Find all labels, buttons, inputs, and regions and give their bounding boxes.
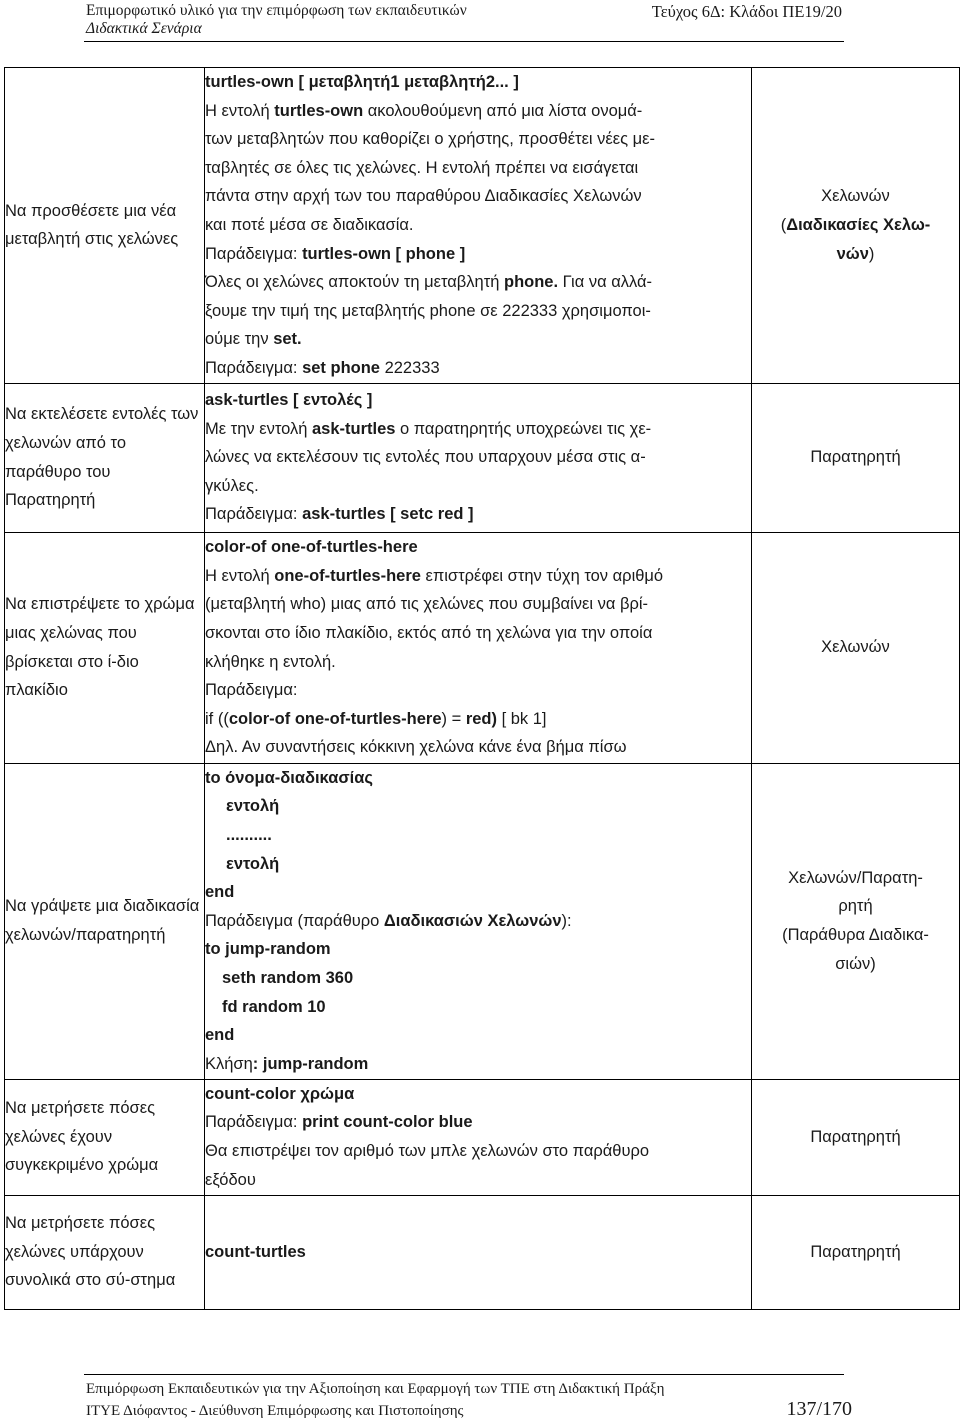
text-segment: επιστρέφει στην τύχη τον αριθμό [420,566,664,585]
text-segment: (μεταβλητή who) μιας από τις χελώνες που συμβαίνει να βρί- [205,595,649,614]
bold-segment: to jump-random [205,940,331,959]
text-segment: Με την εντολή [205,419,312,438]
text-line [205,821,751,850]
text-segment: εξόδου [205,1170,256,1189]
bold-segment: fd random 10 [222,997,326,1016]
text-segment: [ bk 1] [496,709,547,728]
bold-segment: : jump-random [252,1054,369,1073]
text-segment: 222333 [380,358,440,377]
bold-segment: count-color χρώμα [205,1084,355,1103]
window-cell [752,1079,960,1195]
text-segment: Για να αλλά- [558,273,653,292]
task-cell: Να μετρήσετε πόσες χελώνες υπάρχουν συνολικά στο σύ-στημα [5,1195,205,1309]
text-line [752,950,959,979]
table-row [5,383,960,532]
footer-institute: ΙΤΥΕ Διόφαντος - Διεύθυνση Επιμόρφωσης και Πιστοποίησης [86,1403,464,1419]
header-publication: Επιμορφωτικό υλικό για την επιμόρφωση των εκπαιδευτικών [86,2,467,19]
text-segment: Παράδειγμα: [205,1113,303,1132]
text-line [205,850,751,879]
command-cell [205,68,752,384]
text-line [205,297,751,326]
bold-segment: ask-turtles [311,419,396,438]
commands-table [4,67,960,1310]
window-cell [752,68,960,384]
bold-segment: εντολή [226,854,280,873]
text-segment: Η εντολή [205,101,275,120]
command-cell [205,383,752,532]
text-segment: και ποτέ μέσα σε διαδικασία. [205,215,414,234]
text-segment: ταβλητές σε όλες τις χελώνες. Η εντολή πρέπει να εισάγεται [205,158,639,177]
bold-segment: .......... [226,825,272,844]
text-line [205,1021,751,1050]
text-line [205,1137,751,1166]
text-line [205,125,751,154]
text-segment: των μεταβλητών που καθορίζει ο χρήστης, προσθέτει νέες με- [205,130,656,149]
text-line [205,1050,751,1079]
text-line [205,533,751,562]
text-segment: if (( [205,709,229,728]
text-segment: ρητή [838,897,873,916]
text-segment: ) = [441,709,466,728]
text-line [205,386,751,415]
text-line [205,1080,751,1109]
text-line [205,1108,751,1137]
bold-segment: end [205,1026,235,1045]
text-line [205,619,751,648]
text-segment: (Παράθυρα Διαδικα- [782,926,929,945]
text-line [205,1238,751,1267]
task-cell: Να προσθέσετε μια νέα μεταβλητή στις χελώνες [5,68,205,384]
text-segment: Παράδειγμα: [205,244,303,263]
bold-segment: to όνομα-διαδικασίας [205,768,373,787]
text-segment: Παράδειγμα: [205,505,303,524]
text-line [205,325,751,354]
text-line [205,182,751,211]
text-segment: Παράδειγμα (παράθυρο [205,911,384,930]
text-segment: πάντα στην αρχή των του παραθύρου Διαδικασίες Χελωνών [205,187,642,206]
bold-segment: Διαδικασιών Χελωνών [383,911,562,930]
footer-rule [84,1374,844,1375]
footer-program: Επιμόρφωση Εκπαιδευτικών για την Αξιοποίηση και Εφαρμογή των ΤΠΕ στη Διδακτική Πράξη [86,1381,665,1397]
text-segment: Παράδειγμα: [205,681,298,700]
task-cell: Να επιστρέψετε το χρώμα μιας χελώνας που βρίσκεται στο ί-διο πλακίδιο [5,532,205,763]
text-segment: ) [868,244,875,263]
bold-segment: set. [273,330,302,349]
text-segment: Παρατηρητή [810,1127,901,1146]
text-line [205,354,751,383]
window-cell [752,763,960,1079]
command-cell [205,532,752,763]
text-segment: Παρατηρητή [810,448,901,467]
text-segment: Δηλ. Αν συναντήσεις κόκκινη χελώνα κάνε ένα βήμα πίσω [205,738,627,757]
task-cell: Να μετρήσετε πόσες χελώνες έχουν συγκεκριμένο χρώμα [5,1079,205,1195]
text-line [205,964,751,993]
text-line [752,633,959,662]
bold-segment: phone. [503,273,559,292]
bold-segment: ask-turtles [ setc red ] [302,505,474,524]
table-row [5,763,960,1079]
text-segment: ξουμε την τιμή της μεταβλητής phone σε 222333 χρησιμοποι- [205,301,651,320]
header-issue: Τεύχος 6Δ: Κλάδοι ΠΕ19/20 [651,2,842,21]
header-section: Διδακτικά Σενάρια [86,20,202,37]
text-line [752,1238,959,1267]
text-line [205,733,751,762]
text-segment: σκονται στο ίδιο πλακίδιο, εκτός από τη χελώνα για την οποία [205,623,653,642]
bold-segment: set phone [302,358,380,377]
window-cell [752,383,960,532]
text-segment: σιών) [835,954,876,973]
text-line [205,590,751,619]
text-segment: ακολουθούμενη από μια λίστα ονομά- [363,101,643,120]
text-line [205,240,751,269]
window-cell [752,1195,960,1309]
text-segment: ο παρατηρητής υποχρεώνει τις χε- [395,419,652,438]
text-line [205,705,751,734]
bold-segment: print count-color blue [302,1113,473,1132]
task-cell: Να εκτελέσετε εντολές των χελωνών από το παράθυρο του Παρατηρητή [5,383,205,532]
text-line [752,182,959,211]
text-line [205,443,751,472]
text-line [752,892,959,921]
text-line [205,878,751,907]
command-cell [205,763,752,1079]
text-line [205,676,751,705]
bold-segment: εντολή [226,797,280,816]
text-line [205,1166,751,1195]
bold-segment: turtles-own [ phone ] [302,244,466,263]
text-segment: Χελωνών [821,638,890,657]
text-segment: Χελωνών/Παρατη- [788,868,923,887]
text-segment: γκύλες. [205,476,259,495]
text-line [205,648,751,677]
table-row [5,532,960,763]
command-cell [205,1079,752,1195]
text-segment: Η εντολή [205,566,275,585]
bold-segment: seth random 360 [222,968,354,987]
task-cell: Να γράψετε μια διαδικασία χελωνών/παρατηρητή [5,763,205,1079]
text-line [752,240,959,269]
text-line [205,500,751,529]
text-segment: ούμε την [205,330,274,349]
text-segment: Παράδειγμα: [205,358,303,377]
page-number: 137/170 [786,1398,852,1420]
text-line [205,792,751,821]
text-line [205,415,751,444]
bold-segment: color-of one-of-turtles-here [205,538,418,557]
text-segment: Κλήση [205,1054,253,1073]
text-segment: Θα επιστρέψει τον αριθμό των μπλε χελωνών στο παράθυρο [205,1142,650,1161]
text-segment: ( [780,215,787,234]
text-line [752,1123,959,1152]
text-line [205,562,751,591]
table-row [5,1195,960,1309]
text-line [205,935,751,964]
window-cell [752,532,960,763]
page-header [0,0,960,46]
text-line [752,921,959,950]
command-cell [205,1195,752,1309]
text-line [752,864,959,893]
text-line [205,154,751,183]
text-line [752,443,959,472]
text-line [205,97,751,126]
text-line [205,764,751,793]
header-rule [84,41,844,42]
text-line [205,268,751,297]
text-line [205,68,751,97]
bold-segment: color-of one-of-turtles-here [228,709,442,728]
bold-segment: turtles-own [274,101,364,120]
bold-segment: ask-turtles [ εντολές ] [205,391,373,410]
text-segment: κλήθηκε η εντολή. [205,652,336,671]
text-segment: Χελωνών [821,187,890,206]
bold-segment: red) [465,709,497,728]
text-segment: λώνες να εκτελέσουν τις εντολές που υπαρχουν μέσα στις α- [205,448,646,467]
bold-segment: turtles-own [ μεταβλητή1 μεταβλητή2... ] [205,73,519,91]
text-line [752,211,959,240]
text-line [205,211,751,240]
table-row [5,68,960,384]
text-segment: Όλες οι χελώνες αποκτούν τη μεταβλητή [205,273,504,292]
text-segment: Παρατηρητή [810,1242,901,1261]
text-line [205,993,751,1022]
bold-segment: count-turtles [205,1242,306,1261]
bold-segment: Διαδικασίες Χελω- [786,215,931,234]
table-row [5,1079,960,1195]
bold-segment: one-of-turtles-here [274,566,421,585]
text-segment: ): [561,911,572,930]
bold-segment: νών [836,244,869,263]
text-line [205,472,751,501]
bold-segment: end [205,883,235,902]
text-line [205,907,751,936]
